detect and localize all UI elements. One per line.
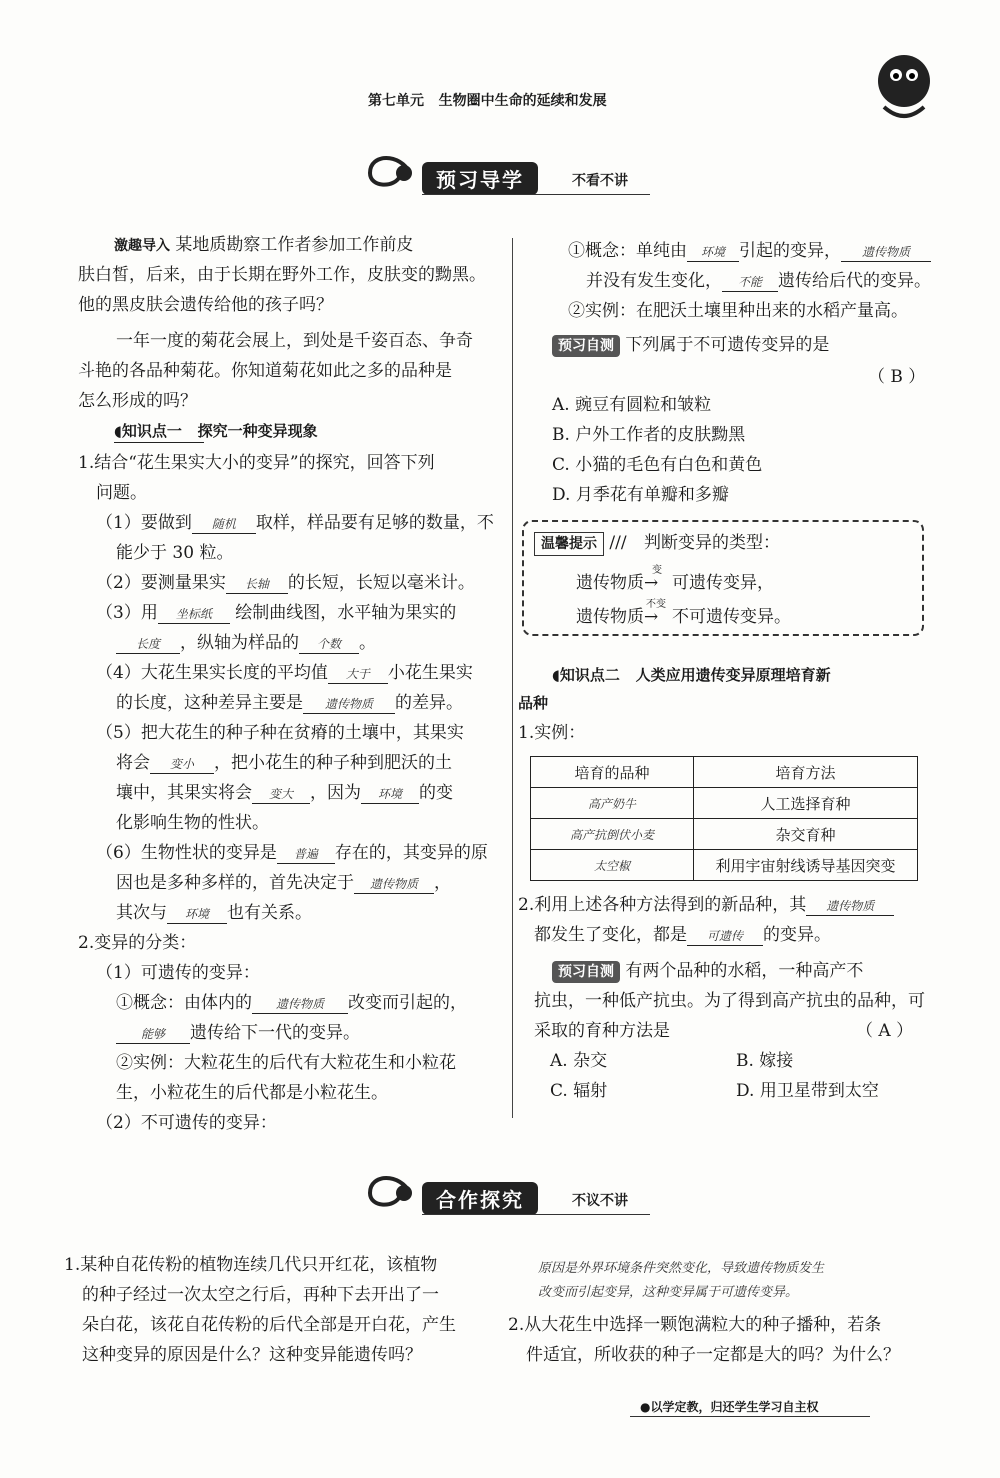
right-q2b: 都发生了变化，都是 可遗传 的变异。 <box>534 925 831 945</box>
question-text: 能少于 30 粒。 <box>116 543 234 563</box>
footer-slogan: ●以学定教，归还学生学习自主权 <box>640 1400 819 1414</box>
coop-question: 件适宜，所收获的种子一定都是大的吗？为什么？ <box>526 1345 900 1365</box>
section-subtitle: 不议不讲 <box>572 1193 628 1209</box>
q1-part5c: 壤中，其果实将会 变大 ，因为 环境 的变 <box>116 783 453 803</box>
intro-tag: 激趣导入 <box>114 238 170 254</box>
q2-concept-b: 能够 遗传给下一代的变异。 <box>116 1022 360 1044</box>
right-concept-b: 并没有发生变化， 不能 遗传给后代的变异。 <box>586 271 931 291</box>
option-d: D. 月季花有单瓣和多瓣 <box>552 485 729 505</box>
question-text: 采取的育种方法是 <box>534 1021 670 1041</box>
answer-blank: 变大 <box>252 785 310 804</box>
right-q2: 2.利用上述各种方法得到的新品种，其 遗传物质 <box>518 894 894 916</box>
q1-part3b: 长度 ，纵轴为样品的 个数 。 <box>116 632 376 654</box>
answer-blank: 长轴 <box>226 575 288 594</box>
option-c: C. 小猫的毛色有白色和黄色 <box>552 455 763 475</box>
question-text: ②实例：大粒花生的后代有大粒花生和小粒花 <box>116 1053 456 1073</box>
option-b: B. 户外工作者的皮肤黝黑 <box>552 425 746 445</box>
handwritten-answer: 改变而引起变异，这种变异属于可遗传变异。 <box>538 1285 799 1300</box>
option-b: B. 嫁接 <box>736 1051 794 1071</box>
coop-question: 这种变异的原因是什么？这种变异能遗传吗？ <box>82 1345 422 1365</box>
knowledge-point-1: ◖知识点一 探究一种变异现象 <box>114 422 318 440</box>
answer-blank: 个数 <box>299 635 359 654</box>
coop-question: 2.从大花生中选择一颗饱满粒大的种子播种，若条 <box>508 1315 882 1335</box>
pretest-1: 预习自测 下列属于不可遗传变异的是 <box>552 334 829 357</box>
breeding-table <box>530 756 918 881</box>
q1-part4b: 的长度，这种差异主要是 遗传物质 的差异。 <box>116 693 463 713</box>
handwritten-answer: 原因是外界环境条件突然变化，导致遗传物质发生 <box>538 1261 825 1276</box>
table-row: 太空椒 利用宇宙射线诱导基因突变 <box>531 850 918 881</box>
answer-bracket: （ A ） <box>856 1021 914 1041</box>
option-a: A. 豌豆有圆粒和皱粒 <box>552 395 712 415</box>
right-concept: ①概念：单纯由 环境 引起的变异， 遗传物质 <box>568 240 931 262</box>
answer-blank: 遗传物质 <box>303 695 395 714</box>
intro-line: 激趣导入 某地质勘察工作者参加工作前皮 <box>114 235 414 255</box>
question-text: 2.变异的分类： <box>78 933 197 953</box>
swirl-icon <box>360 148 420 198</box>
answer-blank: 可遗传 <box>687 927 763 946</box>
intro-line: 他的黑皮肤会遗传给他的孩子吗？ <box>78 295 333 315</box>
answer-blank: 随机 <box>192 515 256 534</box>
tip-rule-1: 遗传物质 变 → 可遗传变异， <box>576 565 774 593</box>
answer-blank: 环境 <box>167 905 227 924</box>
question-text: 1.实例： <box>518 723 586 743</box>
table-row: 高产抗倒伏小麦 杂交育种 <box>531 819 918 850</box>
option-c: C. 辐射 <box>550 1081 608 1101</box>
answer-blank: 不能 <box>722 273 778 292</box>
section-title: 预习导学 <box>422 162 538 195</box>
q1-part2: （2）要测量果实 长轴 的长短，长短以毫米计。 <box>96 573 475 593</box>
q1-part6b: 因也是多种多样的，首先决定于 遗传物质 ， <box>116 873 451 893</box>
answer-blank: 遗传物质 <box>354 875 434 894</box>
answer-blank: 环境 <box>361 785 419 804</box>
pretest-2: 预习自测 有两个品种的水稻，一种高产不 <box>552 960 863 983</box>
question-text: （2）不可遗传的变异： <box>96 1113 277 1133</box>
answer-blank: 长度 <box>116 635 180 654</box>
q1-part1: （1）要做到 随机 取样，样品要有足够的数量，不 <box>96 513 494 533</box>
intro-line: 一年一度的菊花会展上，到处是千姿百态、争奇 <box>116 331 473 351</box>
q1-part4: （4）大花生果实长度的平均值 大于 小花生果实 <box>96 663 473 683</box>
q1-part5b: 将会 变小 ，把小花生的种子种到肥沃的土 <box>116 753 452 773</box>
answer-blank: 大于 <box>328 665 388 684</box>
answer-blank: 遗传物质 <box>252 995 348 1014</box>
coop-question: 朵白花，该花自花传粉的后代全部是开白花，产生 <box>82 1315 456 1335</box>
question-text: 生，小粒花生的后代都是小粒花生。 <box>116 1083 388 1103</box>
knowledge-point-2: ◖知识点二 人类应用遗传变异原理培育新 <box>552 666 831 684</box>
question-text: 抗虫，一种低产抗虫。为了得到高产抗虫的品种，可 <box>534 991 925 1011</box>
section-banner-preview <box>360 148 660 198</box>
tip-rule-2: 遗传物质 不变 → 不可遗传变异。 <box>576 599 791 627</box>
option-a: A. 杂交 <box>550 1051 608 1071</box>
answer-blank: 环境 <box>687 243 739 262</box>
answer-blank: 变小 <box>150 755 214 774</box>
question-text: 化影响生物的性状。 <box>116 813 269 833</box>
coop-question: 1.某种自花传粉的植物连续几代只开红花，该植物 <box>64 1255 438 1275</box>
section-banner-coop <box>360 1168 660 1218</box>
q2-concept: ①概念：由体内的 遗传物质 改变而引起的， <box>116 993 467 1013</box>
section-subtitle: 不看不讲 <box>572 173 628 189</box>
option-d: D. 用卫星带到太空 <box>736 1081 879 1101</box>
unit-header: 第七单元 生物圈中生命的延续和发展 <box>368 93 607 109</box>
intro-line: 怎么形成的吗？ <box>78 391 197 411</box>
intro-line: 肤白皙，后来，由于长期在野外工作，皮肤变的黝黑。 <box>78 265 486 285</box>
answer-blank: 遗传物质 <box>841 243 931 262</box>
answer-blank: 普遍 <box>277 845 335 864</box>
answer-blank: 坐标纸 <box>158 605 230 624</box>
answer-blank: 能够 <box>116 1025 190 1044</box>
table-header: 培育的品种 <box>531 757 694 788</box>
intro-line: 斗艳的各品种菊花。你知道菊花如此之多的品种是 <box>78 361 452 381</box>
tip-header: 温馨提示 /// 判断变异的类型： <box>534 532 780 556</box>
coop-question: 的种子经过一次太空之行后，再种下去开出了一 <box>82 1285 439 1305</box>
question-text: 问题。 <box>96 483 147 503</box>
question-text: 1.结合“花生果实大小的变异”的探究，回答下列 <box>78 453 435 473</box>
question-text: （1）可遗传的变异： <box>96 963 260 983</box>
section-title: 合作探究 <box>422 1182 538 1215</box>
answer-bracket: （ B ） <box>868 367 926 387</box>
question-text: ②实例：在肥沃土壤里种出来的水稻产量高。 <box>568 301 908 321</box>
swirl-icon <box>360 1168 420 1218</box>
table-header: 培育方法 <box>694 757 918 788</box>
answer-blank: 遗传物质 <box>806 897 894 916</box>
q1-part6: （6）生物性状的变异是 普遍 存在的，其变异的原 <box>96 843 488 863</box>
question-text: （5）把大花生的种子种在贫瘠的土壤中，其果实 <box>96 723 464 743</box>
table-row: 高产奶牛 人工选择育种 <box>531 788 918 819</box>
q1-part3: （3）用 坐标纸 绘制曲线图，水平轴为果实的 <box>96 603 457 623</box>
mascot-icon <box>862 45 942 125</box>
q1-part6c: 其次与 环境 也有关系。 <box>116 903 312 923</box>
knowledge-point-2-cont: 品种 <box>518 694 549 712</box>
